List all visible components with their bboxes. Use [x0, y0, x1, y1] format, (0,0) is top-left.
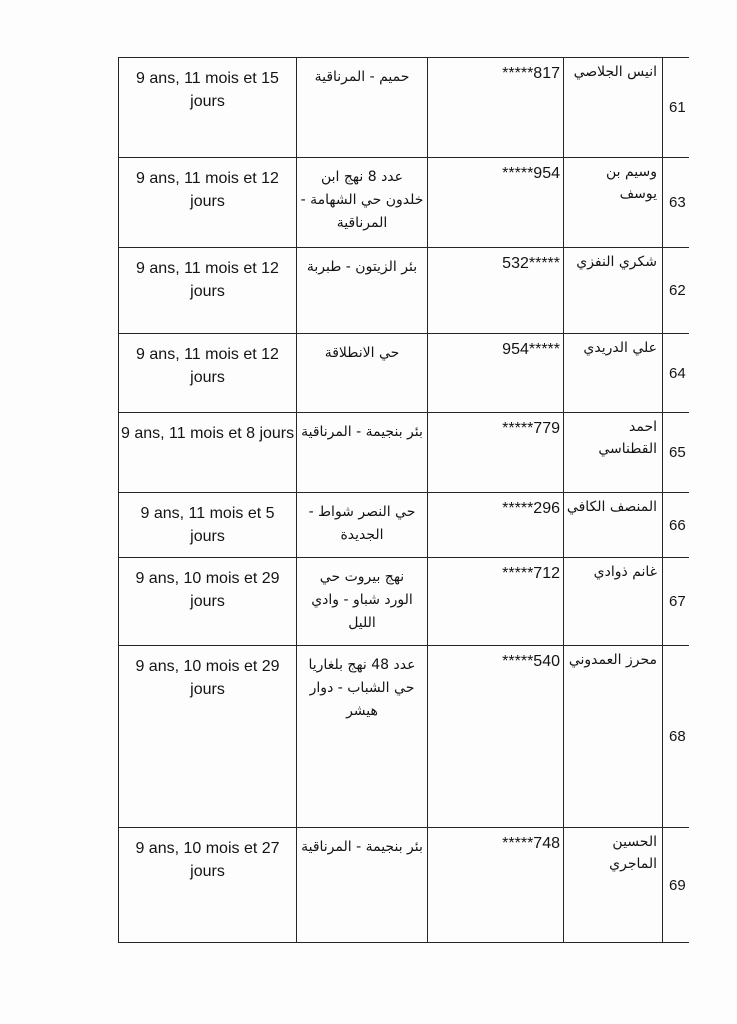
row-number-cell: 69	[663, 828, 689, 943]
records-table	[118, 57, 689, 943]
table-row	[119, 158, 689, 248]
id-number-cell: *****817	[428, 58, 564, 158]
duration-cell: 9 ans, 10 mois et 29 jours	[119, 646, 297, 828]
row-number-cell: 63	[663, 158, 689, 248]
duration-cell: 9 ans, 11 mois et 15 jours	[119, 58, 297, 158]
table-row	[119, 493, 689, 558]
id-number-cell: 954*****	[428, 334, 564, 413]
duration-cell: 9 ans, 11 mois et 5 jours	[119, 493, 297, 558]
id-number-cell: *****748	[428, 828, 564, 943]
name-cell: علي الدريدي	[564, 334, 663, 413]
address-cell: بئر بنجيمة - المرناقية	[297, 828, 428, 943]
table-row	[119, 248, 689, 334]
table-row	[119, 646, 689, 828]
name-cell: وسيم بن يوسف	[564, 158, 663, 248]
id-number-cell: *****712	[428, 558, 564, 646]
table-row	[119, 413, 689, 493]
name-cell: احمد القطناسي	[564, 413, 663, 493]
id-number-cell: *****779	[428, 413, 564, 493]
address-cell: حي الانطلاقة	[297, 334, 428, 413]
row-number-cell: 66	[663, 493, 689, 558]
duration-cell: 9 ans, 10 mois et 27 jours	[119, 828, 297, 943]
table-row	[119, 558, 689, 646]
address-cell: عدد 8 نهج ابن خلدون حي الشهامة - المرناقية	[297, 158, 428, 248]
name-cell: المنصف الكافي	[564, 493, 663, 558]
name-cell: الحسين الماجري	[564, 828, 663, 943]
duration-cell: 9 ans, 11 mois et 12 jours	[119, 158, 297, 248]
row-number-cell: 64	[663, 334, 689, 413]
id-number-cell: *****954	[428, 158, 564, 248]
duration-cell: 9 ans, 11 mois et 12 jours	[119, 248, 297, 334]
address-cell: حي النصر شواط - الجديدة	[297, 493, 428, 558]
address-cell: بئر بنجيمة - المرناقية	[297, 413, 428, 493]
row-number-cell: 68	[663, 646, 689, 828]
row-number-cell: 61	[663, 58, 689, 158]
address-cell: عدد 48 نهج بلغاريا حي الشباب - دوار هيشر	[297, 646, 428, 828]
id-number-cell: 532*****	[428, 248, 564, 334]
row-number-cell: 67	[663, 558, 689, 646]
address-cell: نهج بيروت حي الورد شباو - وادي الليل	[297, 558, 428, 646]
row-number-cell: 62	[663, 248, 689, 334]
table-row	[119, 828, 689, 943]
address-cell: حميم - المرناقية	[297, 58, 428, 158]
name-cell: محرز العمدوني	[564, 646, 663, 828]
name-cell: شكري النفزي	[564, 248, 663, 334]
table-row	[119, 334, 689, 413]
id-number-cell: *****540	[428, 646, 564, 828]
row-number-cell: 65	[663, 413, 689, 493]
name-cell: انيس الجلاصي	[564, 58, 663, 158]
name-cell: غانم ذوادي	[564, 558, 663, 646]
table-row	[119, 58, 689, 158]
duration-cell: 9 ans, 10 mois et 29 jours	[119, 558, 297, 646]
duration-cell: 9 ans, 11 mois et 12 jours	[119, 334, 297, 413]
id-number-cell: *****296	[428, 493, 564, 558]
duration-cell: 9 ans, 11 mois et 8 jours	[119, 413, 297, 493]
address-cell: بئر الزيتون - طبربة	[297, 248, 428, 334]
